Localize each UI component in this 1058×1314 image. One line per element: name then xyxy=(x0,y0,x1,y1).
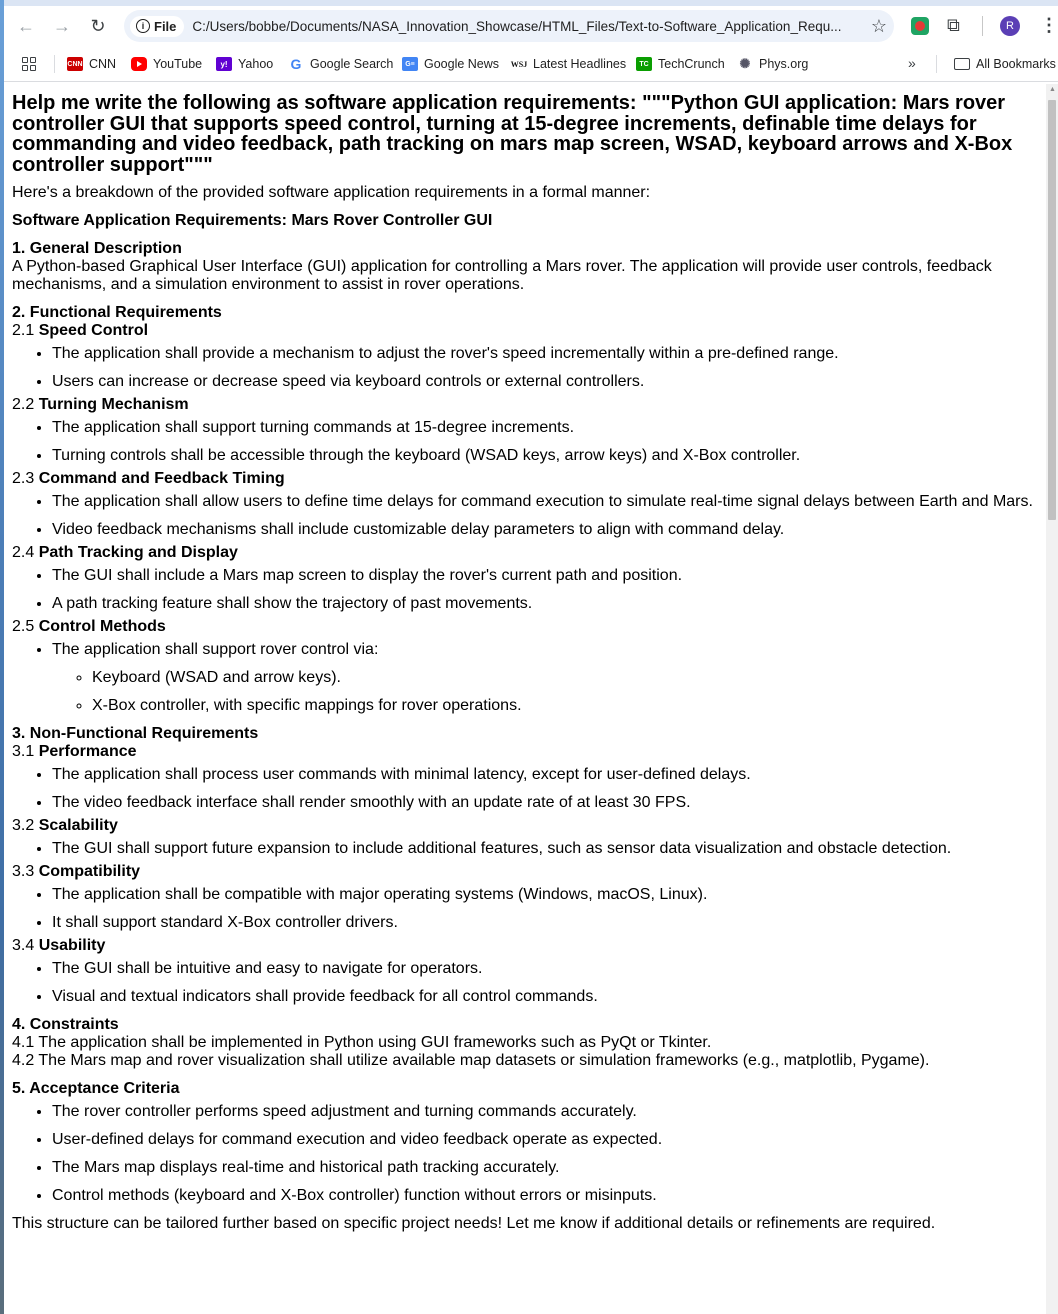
document-title: Software Application Requirements: Mars Rover Controller GUI xyxy=(12,212,493,229)
page-content xyxy=(12,84,1042,1233)
list-item: • The application shall support turning commands at 15-degree increments. xyxy=(52,419,1042,437)
subsection-number: 3.2 xyxy=(12,817,35,834)
section-heading: 4. Constraints xyxy=(12,1016,119,1033)
list-item-text: The application shall support rover control via: xyxy=(52,641,379,658)
site-info-chip[interactable] xyxy=(130,16,184,37)
scroll-up-arrow-icon[interactable]: ▲ xyxy=(1049,86,1056,93)
subsection-number: 2.3 xyxy=(12,470,35,487)
address-bar[interactable] xyxy=(124,10,894,42)
section-heading: 3. Non-Functional Requirements xyxy=(12,725,259,742)
more-bookmarks-chevron-icon[interactable]: » xyxy=(908,55,916,71)
list-item: • The Mars map displays real-time and historical path tracking accurately. xyxy=(52,1159,1042,1177)
constraint-line: 4.2 The Mars map and rover visualization shall utilize available map datasets or simulation frameworks (e.g., matplotlib, Pygame). xyxy=(12,1052,930,1069)
subsection-heading xyxy=(12,322,1042,340)
closing-text: This structure can be tailored further based on specific project needs! Let me know if additional details or refinements are required. xyxy=(12,1215,936,1232)
vertical-scrollbar[interactable] xyxy=(1046,84,1058,1314)
subsection-title: Turning Mechanism xyxy=(38,396,189,413)
subsection-heading xyxy=(12,544,1042,562)
acceptance-list xyxy=(12,1103,1042,1205)
techcrunch-icon: TC xyxy=(636,57,652,71)
scrollbar-thumb[interactable] xyxy=(1048,100,1056,520)
url-text[interactable]: C:/Users/bobbe/Documents/NASA_Innovation_Showcase/HTML_Files/Text-to-Software_Application_Requ... xyxy=(192,18,842,34)
section-heading: 5. Acceptance Criteria xyxy=(12,1080,180,1097)
subsection-title: Performance xyxy=(38,743,137,760)
nested-list-item: ◦ X-Box controller, with specific mappings for rover operations. xyxy=(92,697,1042,715)
subsection-number: 2.4 xyxy=(12,544,35,561)
list-item: • The application shall process user commands with minimal latency, except for user-defined delays. xyxy=(52,766,1042,784)
arrow-right-icon: → xyxy=(53,15,71,36)
requirements-list xyxy=(12,345,1042,391)
constraint-line: 4.1 The application shall be implemented in Python using GUI frameworks such as PyQt or Tkinter. xyxy=(12,1034,712,1051)
list-item: • Visual and textual indicators shall provide feedback for all control commands. xyxy=(52,988,1042,1006)
youtube-icon xyxy=(131,57,147,71)
google-news-icon: G≡ xyxy=(402,57,418,71)
requirements-list xyxy=(12,641,1042,715)
subsection-number: 3.4 xyxy=(12,937,35,954)
list-item: • The GUI shall support future expansion to include additional features, such as sensor data visualization and obstacle detection. xyxy=(52,840,1042,858)
subsection-heading xyxy=(12,618,1042,636)
subsection-number: 2.2 xyxy=(12,396,35,413)
list-item xyxy=(52,641,1042,715)
subsection-heading xyxy=(12,863,1042,881)
subsection-title: Control Methods xyxy=(38,618,166,635)
bookmark-google-search[interactable] xyxy=(288,46,393,82)
bookmark-label: Latest Headlines xyxy=(533,57,627,71)
subsection-number: 2.1 xyxy=(12,322,35,339)
list-item: • Turning controls shall be accessible through the keyboard (WSAD keys, arrow keys) and X-Box controller. xyxy=(52,447,1042,465)
list-item: • Control methods (keyboard and X-Box controller) function without errors or misinputs. xyxy=(52,1187,1042,1205)
requirements-list xyxy=(12,960,1042,1006)
cnn-icon: CNN xyxy=(67,57,83,71)
profile-avatar[interactable]: R xyxy=(1000,16,1020,36)
all-bookmarks-button[interactable] xyxy=(954,46,1056,82)
nested-list-item: ◦ Keyboard (WSAD and arrow keys). xyxy=(92,669,1042,687)
requirements-list xyxy=(12,567,1042,613)
bookmark-latest-headlines[interactable] xyxy=(511,46,626,82)
subsection-heading xyxy=(12,937,1042,955)
subsection-number: 3.3 xyxy=(12,863,35,880)
extensions-puzzle-icon[interactable]: ⧉ xyxy=(947,15,960,35)
bookmark-label: Google News xyxy=(424,57,500,71)
bookmark-label: Yahoo xyxy=(238,57,274,71)
bookmarks-bar xyxy=(4,46,1058,82)
subsection-title: Path Tracking and Display xyxy=(38,544,238,561)
info-icon: i xyxy=(136,19,150,33)
intro-text: Here's a breakdown of the provided software application requirements in a formal manner: xyxy=(12,184,651,201)
list-item: • The application shall be compatible with major operating systems (Windows, macOS, Linux). xyxy=(52,886,1042,904)
list-item: • A path tracking feature shall show the trajectory of past movements. xyxy=(52,595,1042,613)
subsection-number: 2.5 xyxy=(12,618,35,635)
subsection-title: Command and Feedback Timing xyxy=(38,470,285,487)
section-heading: 1. General Description xyxy=(12,240,182,257)
bookmarks-divider xyxy=(936,55,937,73)
bookmark-star-icon[interactable]: ☆ xyxy=(870,15,888,36)
bookmark-google-news[interactable] xyxy=(402,46,499,82)
forward-button[interactable] xyxy=(44,8,80,44)
subsection-number: 3.1 xyxy=(12,743,35,760)
bookmark-phys-org[interactable] xyxy=(737,46,808,82)
google-icon: G xyxy=(290,56,302,72)
desktop-background-edge xyxy=(0,0,4,1314)
apps-grid-icon[interactable] xyxy=(22,57,36,71)
subsection-title: Scalability xyxy=(38,817,118,834)
extension-icon[interactable] xyxy=(911,17,929,35)
list-item: • Video feedback mechanisms shall include customizable delay parameters to align with command delay. xyxy=(52,521,1042,539)
reload-button[interactable] xyxy=(80,8,116,44)
subsection-title: Speed Control xyxy=(38,322,149,339)
subsection-heading xyxy=(12,743,1042,761)
subsection-heading xyxy=(12,470,1042,488)
list-item: • The GUI shall be intuitive and easy to navigate for operators. xyxy=(52,960,1042,978)
bookmarks-divider xyxy=(54,55,55,73)
list-item: • The application shall allow users to define time delays for command execution to simulate real-time signal delays between Earth and Mars. xyxy=(52,493,1042,511)
site-info-label: File xyxy=(154,18,177,34)
page-heading: Help me write the following as software application requirements: """Python GUI application: Mars rover controller GUI that supports speed control, turning at 15-degree increments, definable time delays for commanding and video feedback, path tracking on mars map screen, WSAD, keyboard arrows and X-Box controller support""" xyxy=(12,92,1013,176)
list-item: • The application shall provide a mechanism to adjust the rover's speed incrementally within a pre-defined range. xyxy=(52,345,1042,363)
bookmark-label: Google Search xyxy=(310,57,394,71)
section-heading: 2. Functional Requirements xyxy=(12,304,222,321)
requirements-list xyxy=(12,766,1042,812)
subsection-title: Compatibility xyxy=(38,863,141,880)
reload-icon: ↻ xyxy=(90,15,106,36)
list-item: • Users can increase or decrease speed via keyboard controls or external controllers. xyxy=(52,373,1042,391)
list-item: • The GUI shall include a Mars map screen to display the rover's current path and position. xyxy=(52,567,1042,585)
phys-org-icon: ✺ xyxy=(739,56,751,71)
list-item: • It shall support standard X-Box controller drivers. xyxy=(52,914,1042,932)
arrow-left-icon: ← xyxy=(17,15,35,36)
general-description-text: A Python-based Graphical User Interface (GUI) application for controlling a Mars rover. The application will provide user controls, feedback mechanisms, and a simulation environment to assist in rover operations. xyxy=(12,258,992,293)
bookmark-youtube[interactable] xyxy=(131,46,202,82)
wsj-icon: WSJ xyxy=(510,59,528,69)
folder-icon xyxy=(954,58,970,70)
bookmark-label: TechCrunch xyxy=(658,57,725,71)
bookmark-label: Phys.org xyxy=(759,57,809,71)
nested-list xyxy=(52,669,1042,715)
requirements-list xyxy=(12,840,1042,858)
subsection-heading xyxy=(12,396,1042,414)
bookmark-techcrunch[interactable] xyxy=(636,46,725,82)
bookmark-cnn[interactable] xyxy=(67,46,116,82)
subsection-heading xyxy=(12,817,1042,835)
requirements-list xyxy=(12,419,1042,465)
requirements-list xyxy=(12,493,1042,539)
subsection-title: Usability xyxy=(38,937,106,954)
back-button[interactable] xyxy=(8,8,44,44)
list-item: • User-defined delays for command execution and video feedback operate as expected. xyxy=(52,1131,1042,1149)
bookmark-label: YouTube xyxy=(153,57,203,71)
bookmark-label: CNN xyxy=(89,57,117,71)
more-menu-icon[interactable]: ⋮ xyxy=(1040,15,1058,35)
all-bookmarks-label: All Bookmarks xyxy=(976,57,1056,71)
requirements-list xyxy=(12,886,1042,932)
browser-toolbar xyxy=(4,6,1058,46)
toolbar-divider xyxy=(982,16,983,36)
bookmark-yahoo[interactable] xyxy=(216,46,273,82)
yahoo-icon: y! xyxy=(216,57,232,71)
list-item: • The rover controller performs speed adjustment and turning commands accurately. xyxy=(52,1103,1042,1121)
list-item: • The video feedback interface shall render smoothly with an update rate of at least 30 FPS. xyxy=(52,794,1042,812)
